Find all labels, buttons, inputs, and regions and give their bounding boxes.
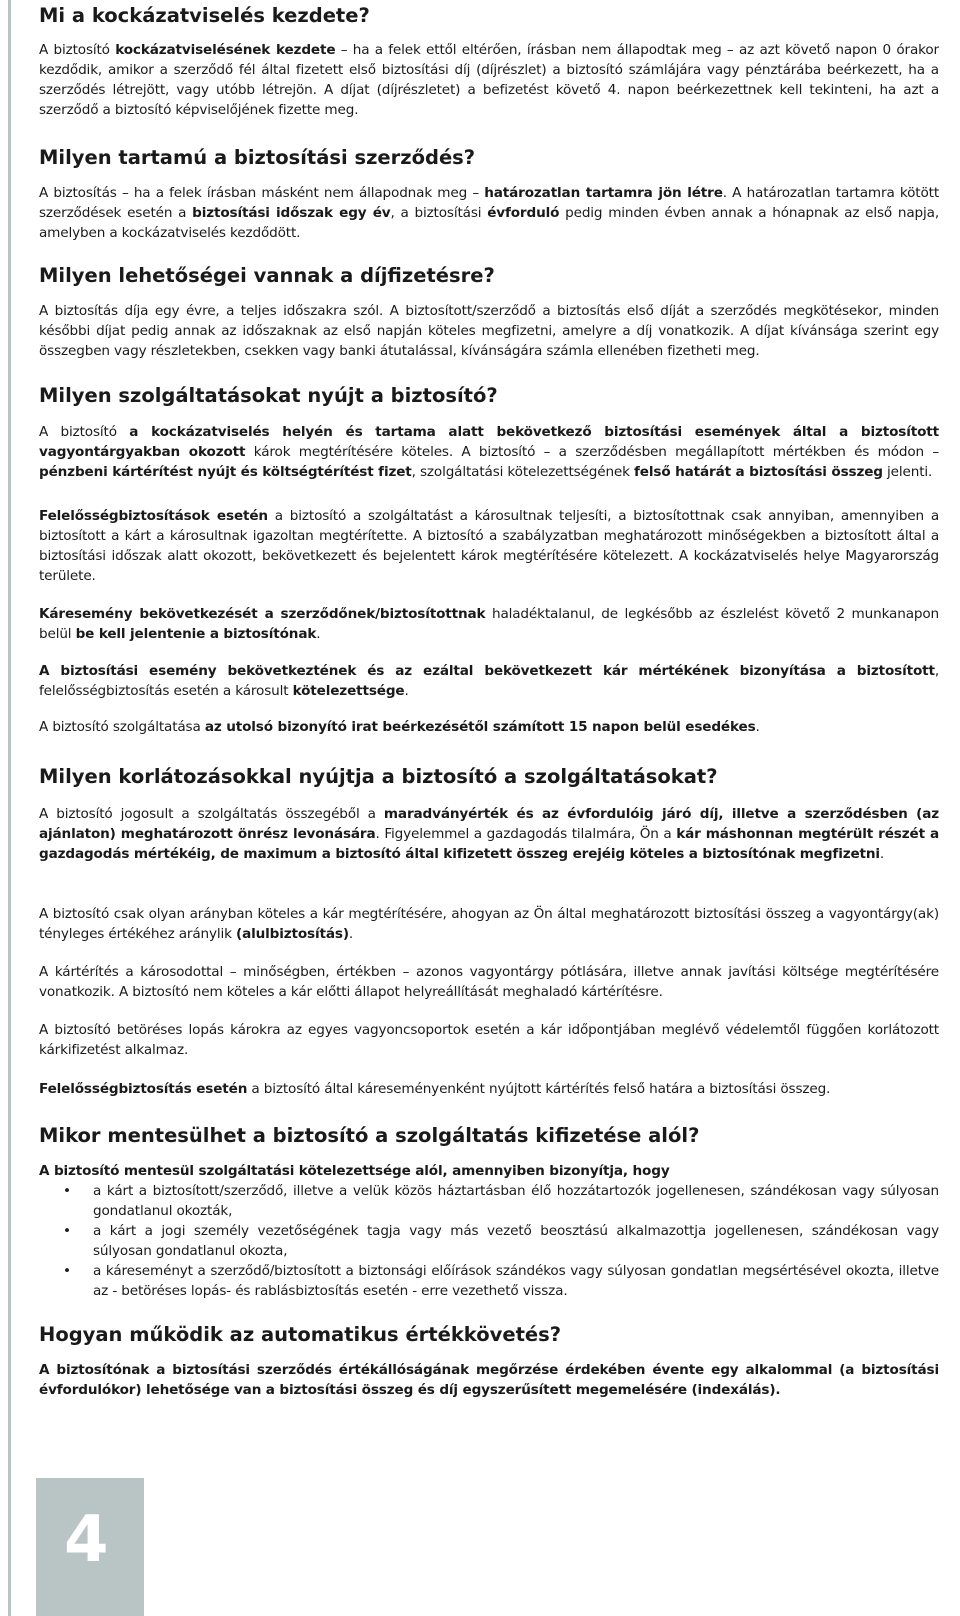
indexation-paragraph: A biztosítónak a biztosítási szerződés értékállóságának megőrzése érdekében évente egy alkalommal (a biztosítási évfordulókor) lehetősége van a biztosítási összeg és díj egyszerűsített megemelésére (indexálás). — [39, 1362, 939, 1398]
exemption-block — [39, 1161, 939, 1301]
emphasis-text: (alulbiztosítás) — [236, 926, 349, 942]
section-title-contract-duration: Milyen tartamú a biztosítási szerződés? — [39, 146, 476, 169]
page-number-box — [36, 1478, 144, 1616]
exemption-list-item: • a káreseményt a szerződő/biztosított a biztonsági előírások szándékos vagy súlyosan gondatlan megsértésével okozta, illetve az - betöréses lopás- és rablásbiztosítás esetén - erre vezethető vissza. — [39, 1261, 939, 1301]
exemption-list — [39, 1181, 939, 1301]
services-paragraph-burden-of-proof: A biztosítási esemény bekövetkeztének és az ezáltal bekövetkezett kár mértékének bizonyítása a biztosított, felelősségbiztosítás esetén a károsult kötelezettsége. — [39, 663, 939, 699]
payment-options-paragraph: A biztosítás díja egy évre, a teljes időszakra szól. A biztosított/szerződő a biztosítás első díját a szerződés megkötésekor, minden későbbi díjat pedig annak az időszaknak az első napján köteles megfizetni, amelyre a díj vonatkozik. A díjat kívánsága szerint egy összegben vagy részletekben, csekken vagy banki átutalással, kívánságára számla ellenében fizetheti meg. — [39, 303, 939, 359]
emphasis-text: kockázatviselésének kezdete — [115, 42, 336, 58]
emphasis-text: A biztosítási esemény bekövetkeztének és az ezáltal bekövetkezett kár mértékének bizonyítása a biztosított — [39, 663, 935, 679]
emphasis-text: határozatlan tartamra jön létre — [484, 185, 723, 201]
limitations-paragraph-underinsurance: A biztosító csak olyan arányban köteles a kár megtérítésére, ahogyan az Ön által meghatározott biztosítási összeg a vagyontárgy(ak) tényleges értékéhez aránylik (alulbiztosítás). — [39, 906, 939, 942]
emphasis-text: kár máshonnan megtérült részét a gazdagodás mértékéig, de maximum a biztosító által kifizetett összeg erejéig köteles a biztosítónak megfizetni — [39, 826, 939, 862]
section-title-payment-options: Milyen lehetőségei vannak a díjfizetésre? — [39, 264, 495, 287]
limitations-paragraph-deductions: A biztosító jogosult a szolgáltatás összegéből a maradványérték és az évfordulóig járó díj, illetve a szerződésben (az ajánlaton) meghatározott önrész levonására. Figyelemmel a gazdagodás tilalmára, Ön a kár máshonnan megtérült részét a gazdagodás mértékéig, de maximum a biztosító által kifizetett összeg erejéig köteles a biztosítónak megfizetni. — [39, 806, 939, 862]
emphasis-text: be kell jelentenie a biztosítónak — [75, 626, 317, 642]
services-paragraph-1: A biztosító a kockázatviselés helyén és tartama alatt bekövetkező biztosítási események által a biztosított vagyontárgyakban okozott károk megtérítésére köteles. A biztosító – a szerződésben megállapított mértékben és módon – pénzbeni kártérítést nyújt és költségtérítést fizet, szolgáltatási kötelezettségének felső határát a biztosítási összeg jelenti. — [39, 424, 939, 480]
emphasis-text: biztosítási időszak egy év — [192, 205, 391, 221]
page-number: 4 — [64, 1503, 109, 1577]
section-title-indexation: Hogyan működik az automatikus értékkövetés? — [39, 1323, 562, 1346]
services-paragraph-liability: Felelősségbiztosítások esetén a biztosító a szolgáltatást a károsultnak teljesíti, a biztosítottnak csak annyiban, amennyiben a biztosított a kárt a károsultnak igazoltan megtérítette. A biztosító a szabályzatban meghatározott minőségekben a biztosított által a biztosítási időszak alatt okozott, bekövetkezett és bejelentett károk megtérítésére kötelezett. A kockázatviselés helye Magyarország területe. — [39, 508, 939, 584]
emphasis-text: Felelősségbiztosítás esetén — [39, 1081, 248, 1097]
emphasis-text: Káresemény bekövetkezését a szerződőnek/biztosítottnak — [39, 606, 486, 622]
section-title-start-of-coverage: Mi a kockázatviselés kezdete? — [39, 4, 370, 27]
emphasis-text: a kockázatviselés helyén és tartama alatt bekövetkező biztosítási események által a biztosított vagyontárgyakban okozott — [39, 424, 939, 460]
emphasis-text: pénzbeni kártérítést nyújt és költségtérítést fizet — [39, 464, 412, 480]
contract-duration-paragraph: A biztosítás – ha a felek írásban másként nem állapodnak meg – határozatlan tartamra jön létre. A határozatlan tartamra kötött szerződések esetén a biztosítási időszak egy év, a biztosítási évforduló pedig minden évben annak a hónapnak az első napja, amelyben a kockázatviselés kezdődött. — [39, 185, 940, 241]
emphasis-text: Felelősségbiztosítások esetén — [39, 508, 268, 524]
emphasis-text: maradványérték és az évfordulóig járó díj, illetve a szerződésben (az ajánlaton) meghatározott önrész levonására — [39, 806, 939, 842]
services-paragraph-claim-report: Káresemény bekövetkezését a szerződőnek/biztosítottnak haladéktalanul, de legkésőbb az észlelést követő 2 munkanapon belül be kell jelentenie a biztosítónak. — [39, 606, 939, 642]
exemption-list-item: • a kárt a biztosított/szerződő, illetve a velük közös háztartásban élő hozzátartozók jogellenesen, szándékosan vagy súlyosan gondatlanul okozták, — [39, 1181, 939, 1221]
services-paragraph-due-date: A biztosító szolgáltatása az utolsó bizonyító irat beérkezésétől számított 15 napon belül esedékes. — [39, 719, 760, 735]
section-title-limitations: Milyen korlátozásokkal nyújtja a biztosító a szolgáltatásokat? — [39, 765, 718, 788]
emphasis-text: az utolsó bizonyító irat beérkezésétől számított 15 napon belül esedékes — [204, 719, 756, 735]
limitations-paragraph-liability-limit: Felelősségbiztosítás esetén a biztosító által káreseményenként nyújtott kártérítés felső határa a biztosítási összeg. — [39, 1081, 831, 1097]
emphasis-text: évforduló — [487, 205, 560, 221]
limitations-paragraph-burglary: A biztosító betöréses lopás károkra az egyes vagyoncsoportok esetén a kár időpontjában meglévő védelemtől függően korlátozott kárkifizetést alkalmaz. — [39, 1022, 939, 1058]
section-title-services: Milyen szolgáltatásokat nyújt a biztosító? — [39, 384, 498, 407]
emphasis-text: felső határát a biztosítási összeg — [634, 464, 883, 480]
left-margin-bar — [8, 0, 11, 1616]
exemption-lead: A biztosító mentesül szolgáltatási kötelezettsége alól, amennyiben bizonyítja, hogy — [39, 1163, 670, 1179]
section-title-exemption: Mikor mentesülhet a biztosító a szolgáltatás kifizetése alól? — [39, 1124, 700, 1147]
start-of-coverage-paragraph: A biztosító kockázatviselésének kezdete – ha a felek ettől eltérően, írásban nem állapodtak meg – az azt követő napon 0 órakor kezdődik, amikor a szerződő fél által fizetett első biztosítási díj (díjrészlet) a biztosító számlájára vagy pénztárába beérkezett, ha a szerződés létrejött, vagy utóbb létrejön. A díjat (díjrészletet) a befizetést követő 4. napon beérkezettnek kell tekinteni, ha azt a szerződő a biztosító képviselőjének fizette meg. — [39, 42, 939, 118]
emphasis-text: kötelezettsége — [292, 683, 405, 699]
limitations-paragraph-replacement: A kártérítés a károsodottal – minőségben, értékben – azonos vagyontárgy pótlására, illetve annak javítási költsége megtérítésére vonatkozik. A biztosító nem köteles a kár előtti állapot helyreállítását meghaladó kártérítésre. — [39, 964, 939, 1000]
exemption-list-item: • a kárt a jogi személy vezetőségének tagja vagy más vezető beosztású alkalmazottja jogellenesen, szándékosan vagy súlyosan gondatlanul okozta, — [39, 1221, 939, 1261]
